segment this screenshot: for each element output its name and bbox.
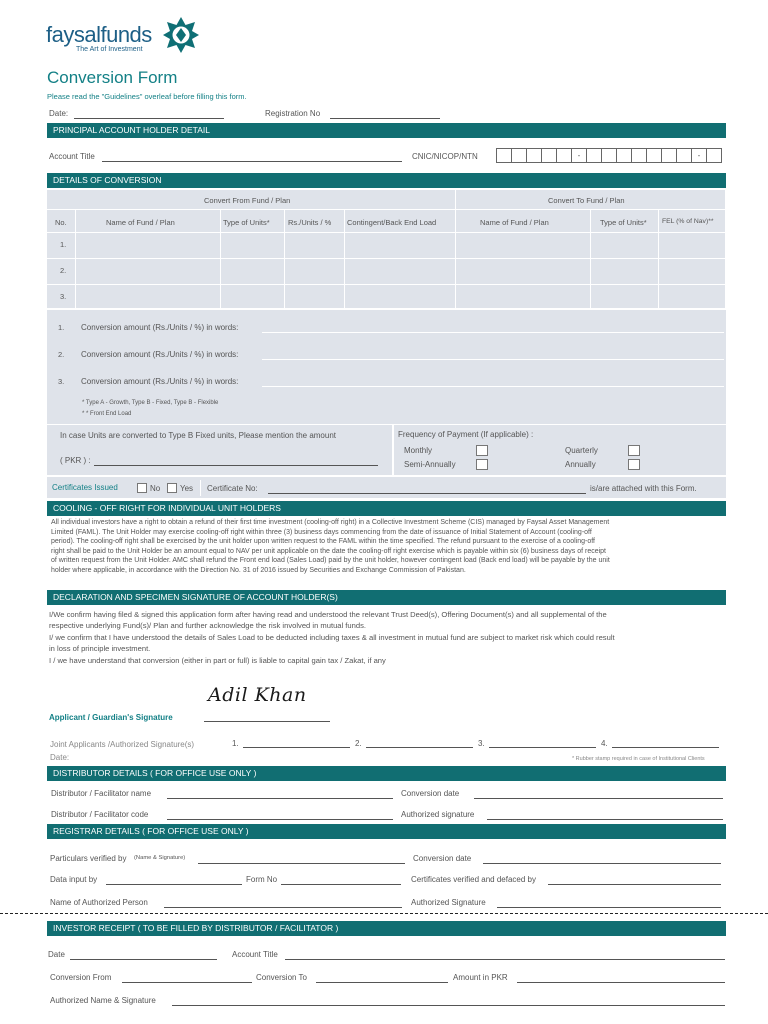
- cnic-box[interactable]: [631, 148, 647, 163]
- cnic-box[interactable]: [496, 148, 512, 163]
- star-logo-icon: [162, 16, 200, 54]
- units-type-note: * Type A - Growth, Type B - Fixed, Type B - Flexible: [82, 400, 219, 406]
- receipt-conversion-to-input[interactable]: [316, 982, 448, 983]
- cnic-label: CNIC/NICOP/NTN: [412, 152, 478, 161]
- col-to-type-units: Type of Units*: [600, 218, 647, 227]
- brand-tagline: The Art of Investment: [76, 46, 143, 53]
- verified-by-label: Particulars verified by: [50, 854, 127, 863]
- quarterly-label: Quarterly: [565, 446, 598, 455]
- authorized-person-label: Name of Authorized Person: [50, 898, 148, 907]
- amount-words-input[interactable]: [262, 332, 724, 333]
- text-line: I/We confirm having filed & signed this application form after having read and understood the relevant Trust Deed(s), Offering Document(s) and all supplemental of the: [49, 610, 607, 619]
- certificates-issued-label: Certificates Issued: [52, 483, 118, 492]
- page-title: Conversion Form: [47, 68, 178, 87]
- registrar-authorized-signature-label: Authorized Signature: [411, 898, 486, 907]
- annually-label: Annually: [565, 460, 596, 469]
- verified-by-note: (Name & Signature): [134, 855, 186, 861]
- text-line: of written request from the Unit Holder. AMC shall refund the Front end load (Sales Load) paid by the unit holder, however contingent load (Back end load) will be payable by the unit: [51, 557, 610, 565]
- data-input-input[interactable]: [106, 884, 242, 885]
- text-line: right shall be paid to the Unit Holder be an amount equal to NAV per unit applicable on the date the cooling-off right exercise which is payable within six (6) business days of receipt: [51, 547, 607, 555]
- receipt-authorized-label: Authorized Name & Signature: [50, 996, 156, 1005]
- pkr-input[interactable]: [94, 465, 378, 466]
- declaration-header: DECLARATION AND SPECIMEN SIGNATURE OF ACCOUNT HOLDER(S): [47, 590, 726, 605]
- joint-number: 2.: [355, 739, 362, 748]
- row-number: 3.: [60, 292, 67, 301]
- account-title-label: Account Title: [49, 152, 95, 161]
- registration-label: Registration No: [265, 109, 321, 118]
- cnic-box[interactable]: [661, 148, 677, 163]
- conversion-table: [47, 190, 726, 309]
- col-rs-units: Rs./Units / %: [288, 218, 332, 227]
- authorized-person-input[interactable]: [164, 907, 402, 908]
- date-input[interactable]: [74, 118, 224, 119]
- certificate-no-input[interactable]: [268, 493, 586, 494]
- text-line: holder where applicable, in accordance with the Direction No. 31 of 2016 issued by Securities and Exchange Commission of Pakistan.: [51, 566, 466, 574]
- col-type-units: Type of Units*: [223, 218, 270, 227]
- cnic-box[interactable]: [541, 148, 557, 163]
- semi-annually-checkbox[interactable]: [476, 459, 488, 470]
- certificates-verified-input[interactable]: [548, 884, 721, 885]
- form-no-input[interactable]: [281, 884, 401, 885]
- pkr-label: ( PKR ) :: [60, 456, 91, 465]
- text-line: All individual investors have a right to obtain a refund of their first time investment (cooling-off right) in a Collective Investment Scheme (CIS) managed by Faysal Asset Management: [51, 519, 610, 526]
- joint-number: 3.: [478, 739, 485, 748]
- data-input-label: Data input by: [50, 875, 98, 884]
- receipt-date-label: Date: [48, 950, 65, 959]
- receipt-header: INVESTOR RECEIPT ( TO BE FILLED BY DISTRIBUTOR / FACILITATOR ): [47, 921, 726, 936]
- to-fund-header: Convert To Fund / Plan: [548, 196, 625, 205]
- cnic-dash: -: [691, 148, 707, 163]
- joint-signature-input[interactable]: [612, 747, 719, 748]
- conversion-header: DETAILS OF CONVERSION: [47, 173, 726, 188]
- cnic-box[interactable]: [676, 148, 692, 163]
- brand-name: faysalfunds: [46, 22, 152, 47]
- account-title-input[interactable]: [102, 161, 402, 162]
- from-fund-header: Convert From Fund / Plan: [204, 196, 291, 205]
- amount-words-label: Conversion amount (Rs./Units / %) in words:: [81, 323, 239, 332]
- monthly-checkbox[interactable]: [476, 445, 488, 456]
- front-end-load-note: * * Front End Load: [82, 411, 132, 417]
- fixed-units-label: In case Units are converted to Type B Fixed units, Please mention the amount: [60, 431, 337, 440]
- row-number: 2.: [58, 350, 65, 359]
- text-line: I/ we confirm that I have understood the details of Sales Load to be deducted including taxes & all investment in mutual fund are subject to market risk which could result: [49, 632, 615, 642]
- date-label: Date:: [49, 109, 69, 118]
- cnic-box[interactable]: [511, 148, 527, 163]
- joint-signature-input[interactable]: [489, 747, 596, 748]
- cnic-box[interactable]: [646, 148, 662, 163]
- certificates-no-checkbox[interactable]: [137, 483, 147, 493]
- verified-by-input[interactable]: [198, 863, 405, 864]
- cnic-box[interactable]: [601, 148, 617, 163]
- certificate-no-label: Certificate No:: [207, 484, 258, 493]
- col-to-fund-name: Name of Fund / Plan: [480, 218, 549, 227]
- cut-line: [0, 913, 768, 914]
- receipt-authorized-input[interactable]: [172, 1005, 725, 1006]
- col-no: No.: [55, 218, 67, 227]
- text-line: respective underlying Fund(s)/ Plan and further acknowledge the risk involved in mutual funds.: [49, 621, 366, 631]
- frequency-label: Frequency of Payment (If applicable) :: [398, 430, 534, 439]
- certificates-no-label: No: [150, 484, 161, 493]
- cnic-dash: -: [571, 148, 587, 163]
- amount-words-input[interactable]: [262, 386, 724, 387]
- amount-words-label: Conversion amount (Rs./Units / %) in words:: [81, 377, 239, 386]
- receipt-conversion-from-label: Conversion From: [50, 973, 112, 982]
- principal-header: PRINCIPAL ACCOUNT HOLDER DETAIL: [47, 123, 726, 138]
- registrar-conversion-date-input[interactable]: [483, 863, 721, 864]
- cnic-box[interactable]: [706, 148, 722, 163]
- applicant-signature-input[interactable]: [204, 721, 330, 722]
- distributor-authorized-signature-input[interactable]: [487, 819, 723, 820]
- distributor-authorized-signature-label: Authorized signature: [401, 810, 475, 819]
- cnic-box[interactable]: [586, 148, 602, 163]
- receipt-conversion-from-input[interactable]: [122, 982, 252, 983]
- distributor-code-label: Distributor / Facilitator code: [51, 810, 149, 819]
- cnic-box[interactable]: [556, 148, 572, 163]
- text-line: I / we have understand that conversion (either in part or full) is liable to capital gain tax / Zakat, if any: [49, 655, 386, 665]
- col-fund-name: Name of Fund / Plan: [106, 218, 175, 227]
- cnic-box[interactable]: [616, 148, 632, 163]
- amount-words-input[interactable]: [262, 359, 724, 360]
- distributor-name-label: Distributor / Facilitator name: [51, 789, 152, 798]
- distributor-conversion-date-label: Conversion date: [401, 789, 460, 798]
- cooling-off-header: COOLING - OFF RIGHT FOR INDIVIDUAL UNIT HOLDERS: [47, 501, 726, 516]
- monthly-label: Monthly: [404, 446, 433, 455]
- row-number: 3.: [58, 377, 65, 386]
- applicant-signature-label: Applicant / Guardian's Signature: [49, 713, 173, 722]
- receipt-account-title-input[interactable]: [285, 959, 725, 960]
- quarterly-checkbox[interactable]: [628, 445, 640, 456]
- text-line: Limited (FAML). The Unit Holder may exercise cooling-off right within three (3) business days commencing from the date of issuance of Initial Statement of Account (cooling-off: [51, 528, 592, 536]
- receipt-account-title-label: Account Title: [232, 950, 278, 959]
- cnic-box[interactable]: [526, 148, 542, 163]
- distributor-conversion-date-input[interactable]: [474, 798, 723, 799]
- joint-applicants-label: Joint Applicants /Authorized Signature(s): [50, 740, 195, 749]
- registrar-conversion-date-label: Conversion date: [413, 854, 472, 863]
- rubber-stamp-note: * Rubber stamp required in case of Institutional Clients: [572, 756, 705, 762]
- certificates-verified-label: Certificates verified and defaced by: [411, 875, 536, 884]
- joint-signature-input[interactable]: [243, 747, 350, 748]
- joint-signature-input[interactable]: [366, 747, 473, 748]
- cooling-off-text: [51, 518, 731, 576]
- receipt-conversion-to-label: Conversion To: [256, 973, 307, 982]
- attached-label: is/are attached with this Form.: [590, 484, 697, 493]
- receipt-amount-label: Amount in PKR: [453, 973, 508, 982]
- registrar-authorized-signature-input[interactable]: [497, 907, 721, 908]
- amount-words-label: Conversion amount (Rs./Units / %) in words:: [81, 350, 239, 359]
- semi-annually-label: Semi-Annually: [404, 460, 456, 469]
- declaration-text: [49, 609, 729, 666]
- form-no-label: Form No: [246, 875, 278, 884]
- row-number: 1.: [60, 240, 67, 249]
- distributor-header: DISTRIBUTOR DETAILS ( FOR OFFICE USE ONLY ): [47, 766, 726, 781]
- handwritten-signature: Adil Khan: [208, 684, 307, 706]
- col-contingent: Contingent/Back End Load: [347, 218, 437, 227]
- receipt-date-input[interactable]: [70, 959, 217, 960]
- text-line: in loss of principle investment.: [49, 644, 151, 654]
- brand-logo: [46, 22, 216, 54]
- form-subtitle: Please read the "Guidelines" overleaf before filling this form.: [47, 92, 247, 101]
- distributor-name-input[interactable]: [167, 798, 393, 799]
- annually-checkbox[interactable]: [628, 459, 640, 470]
- receipt-amount-input[interactable]: [517, 982, 725, 983]
- registration-input[interactable]: [330, 118, 440, 119]
- col-fel: FEL (% of Nav)**: [662, 218, 714, 225]
- certificates-yes-label: Yes: [180, 484, 194, 493]
- joint-number: 4.: [601, 739, 608, 748]
- declaration-date-label: Date:: [50, 753, 70, 762]
- certificates-yes-checkbox[interactable]: [167, 483, 177, 493]
- row-number: 2.: [60, 266, 67, 275]
- text-line: period). The cooling-off right shall be exercised by the unit holder upon written request to the FAML within the time specified. The refund pursuant to the exercise of a cooling-off: [51, 538, 595, 546]
- registrar-header: REGISTRAR DETAILS ( FOR OFFICE USE ONLY ): [47, 824, 726, 839]
- joint-number: 1.: [232, 739, 239, 748]
- distributor-code-input[interactable]: [167, 819, 393, 820]
- row-number: 1.: [58, 323, 65, 332]
